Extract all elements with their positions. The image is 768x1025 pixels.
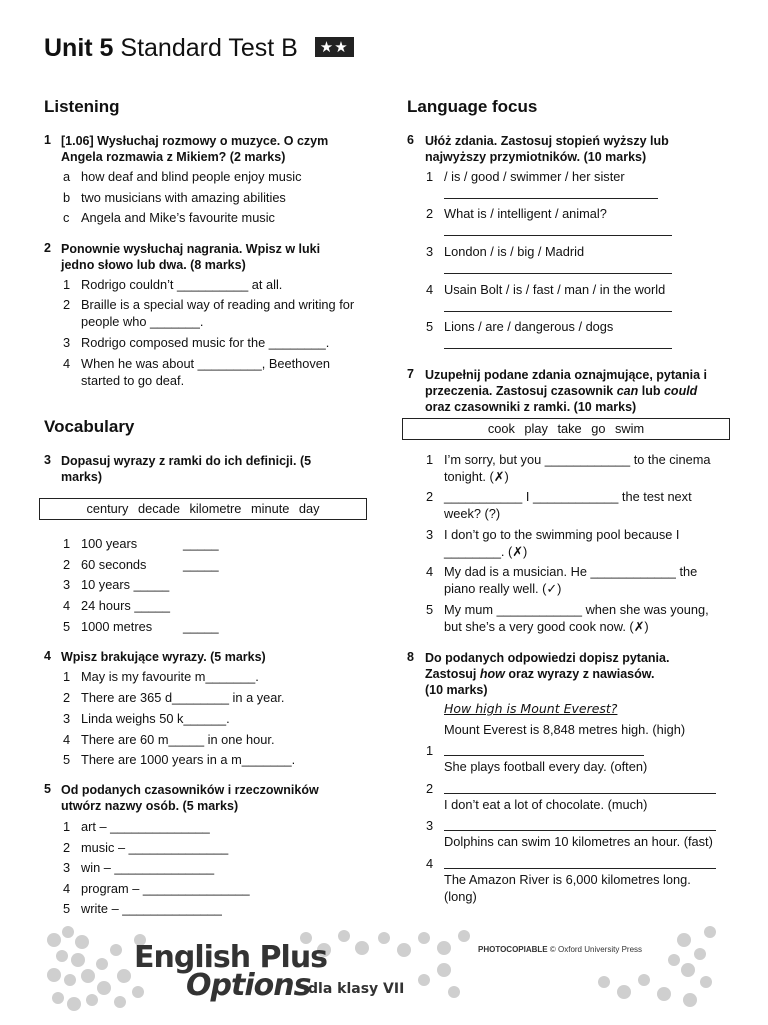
q7-instruction: Uzupełnij podane zdania oznajmujące, pytania i przeczenia. Zastosuj czasownik can lub could oraz czasowniki z ramki. (10 marks) xyxy=(425,368,707,414)
q5-instruction: Od podanych czasowników i rzeczowników utwórz nazwy osób. (5 marks) xyxy=(61,783,319,813)
q1-option: two musicians with amazing abilities xyxy=(81,190,286,205)
q3-item: 10 years _____ xyxy=(81,577,170,592)
unit-label: Unit 5 xyxy=(44,34,114,62)
answer-line xyxy=(444,311,672,312)
q3-item-number: 2 xyxy=(63,557,71,572)
q1-instruction: [1.06] Wysłuchaj rozmowy o muzyce. O czym Angela rozmawia z Mikiem? (2 marks) xyxy=(61,134,329,164)
q1-option-letter: b xyxy=(63,190,71,205)
q3-item: 24 hours _____ xyxy=(81,598,170,613)
q7-number: 7 xyxy=(407,367,414,381)
q5-item: write – ______________ xyxy=(81,901,222,916)
q4-item-number: 1 xyxy=(63,669,71,684)
language-focus-heading: Language focus xyxy=(407,97,538,116)
q6-item-number: 5 xyxy=(426,319,434,334)
q7-item-number: 1 xyxy=(426,452,434,467)
brand-name: English Plus xyxy=(134,940,328,975)
q8-number: 8 xyxy=(407,650,414,664)
q8-answer: The Amazon River is 6,000 kilometres long. (long) xyxy=(444,872,691,904)
q3-blank: _____ xyxy=(183,619,219,634)
q7-item: I’m sorry, but you ____________ to the cinema tonight. (✗) xyxy=(444,452,711,484)
q7-item: I don’t go to the swimming pool because I ________. (✗) xyxy=(444,527,680,559)
q4-item-number: 4 xyxy=(63,732,71,747)
q5-item: win – ______________ xyxy=(81,860,215,875)
q6-item: London / is / big / Madrid xyxy=(444,244,585,259)
q7-item: My dad is a musician. He ____________ the piano really well. (✓) xyxy=(444,564,698,596)
q7-word-box: cook play take go swim xyxy=(402,418,730,440)
q5-item-number: 4 xyxy=(63,881,71,896)
q5-item: music – ______________ xyxy=(81,840,229,855)
answer-line xyxy=(444,348,672,349)
q3-instruction: Dopasuj wyrazy z ramki do ich definicji. (5 marks) xyxy=(61,454,312,484)
answer-line xyxy=(444,235,672,236)
q3-item: 100 years xyxy=(81,536,138,551)
answer-line xyxy=(444,273,672,274)
q7-item-number: 3 xyxy=(426,527,434,542)
q3-item-number: 5 xyxy=(63,619,71,634)
q4-item-number: 3 xyxy=(63,711,71,726)
q1-option-letter: a xyxy=(63,169,71,184)
q1-number: 1 xyxy=(44,133,51,147)
q4-item: There are 1000 years in a m_______. xyxy=(81,752,296,767)
q5-item-number: 1 xyxy=(63,819,71,834)
test-title: Standard Test B xyxy=(120,34,298,62)
q5-item: art – ______________ xyxy=(81,819,210,834)
q1-option: Angela and Mike’s favourite music xyxy=(81,210,275,225)
q6-item-number: 1 xyxy=(426,169,434,184)
q4-instruction: Wpisz brakujące wyrazy. (5 marks) xyxy=(61,650,266,664)
q3-word-box: century decade kilometre minute day xyxy=(39,498,367,520)
q3-number: 3 xyxy=(44,453,51,467)
q2-item: Rodrigo composed music for the ________. xyxy=(81,335,330,350)
q5-number: 5 xyxy=(44,782,51,796)
q3-blank: _____ xyxy=(183,536,219,551)
answer-line xyxy=(444,793,716,794)
q6-item: Lions / are / dangerous / dogs xyxy=(444,319,614,334)
q6-item-number: 2 xyxy=(426,206,434,221)
edition-label: dla klasy VII xyxy=(308,981,405,997)
q6-item: / is / good / swimmer / her sister xyxy=(444,169,625,184)
q8-item-number: 2 xyxy=(426,781,434,796)
q6-item-number: 4 xyxy=(426,282,434,297)
answer-line xyxy=(444,755,644,756)
q3-blank: _____ xyxy=(183,557,219,572)
q2-item-number: 1 xyxy=(63,277,71,292)
q5-item-number: 3 xyxy=(63,860,71,875)
q8-instruction: Do podanych odpowiedzi dopisz pytania. Zastosuj how oraz wyrazy z nawiasów. (10 marks) xyxy=(425,651,670,697)
q5-item-number: 5 xyxy=(63,901,71,916)
q6-item: Usain Bolt / is / fast / man / in the world xyxy=(444,282,666,297)
q3-item: 1000 metres xyxy=(81,619,153,634)
brand-options: Options xyxy=(186,968,311,1003)
q4-item-number: 2 xyxy=(63,690,71,705)
q4-item: There are 60 m_____ in one hour. xyxy=(81,732,275,747)
q8-answer: I don’t eat a lot of chocolate. (much) xyxy=(444,797,648,812)
q8-example-answer: Mount Everest is 8,848 metres high. (high) xyxy=(444,722,686,737)
q8-answer: Dolphins can swim 10 kilometres an hour. (fast) xyxy=(444,834,713,849)
difficulty-stars: ★★ xyxy=(315,37,354,57)
q6-item: What is / intelligent / animal? xyxy=(444,206,607,221)
q4-item-number: 5 xyxy=(63,752,71,767)
q2-item: When he was about _________, Beethoven started to go deaf. xyxy=(81,356,331,388)
q2-instruction: Ponownie wysłuchaj nagrania. Wpisz w luki jedno słowo lub dwa. (8 marks) xyxy=(61,242,321,272)
q8-example-question: How high is Mount Everest? xyxy=(444,701,618,716)
q8-item-number: 1 xyxy=(426,743,434,758)
q5-item-number: 2 xyxy=(63,840,71,855)
vocabulary-heading: Vocabulary xyxy=(44,417,135,436)
q7-item-number: 4 xyxy=(426,564,434,579)
q7-item: My mum ____________ when she was young, but she’s a very good cook now. (✗) xyxy=(444,602,709,634)
q8-item-number: 4 xyxy=(426,856,434,871)
q4-item: Linda weighs 50 k______. xyxy=(81,711,230,726)
q3-item-number: 1 xyxy=(63,536,71,551)
q3-item: 60 seconds xyxy=(81,557,147,572)
q4-item: May is my favourite m_______. xyxy=(81,669,259,684)
q7-item-number: 5 xyxy=(426,602,434,617)
q3-item-number: 4 xyxy=(63,598,71,613)
page-title xyxy=(44,34,354,63)
q7-item: ___________ I ____________ the test next week? (?) xyxy=(444,489,692,521)
copyright-note: PHOTOCOPIABLE © Oxford University Press xyxy=(478,945,643,954)
q2-item-number: 2 xyxy=(63,297,71,312)
q2-number: 2 xyxy=(44,241,51,255)
q7-item-number: 2 xyxy=(426,489,434,504)
q4-item: There are 365 d________ in a year. xyxy=(81,690,285,705)
q1-option: how deaf and blind people enjoy music xyxy=(81,169,302,184)
q2-item-number: 4 xyxy=(63,356,71,371)
q8-item-number: 3 xyxy=(426,818,434,833)
q2-item: Braille is a special way of reading and writing for people who _______. xyxy=(81,297,355,329)
q1-option-letter: c xyxy=(63,210,70,225)
q3-item-number: 3 xyxy=(63,577,71,592)
footer-banner xyxy=(44,920,724,1020)
q4-number: 4 xyxy=(44,649,51,663)
q6-instruction: Ułóż zdania. Zastosuj stopień wyższy lub najwyższy przymiotników. (10 marks) xyxy=(425,134,669,164)
answer-line xyxy=(444,830,716,831)
q5-item: program – _______________ xyxy=(81,881,250,896)
q6-number: 6 xyxy=(407,133,414,147)
q8-answer: She plays football every day. (often) xyxy=(444,759,648,774)
answer-line xyxy=(444,868,716,869)
answer-line xyxy=(444,198,658,199)
listening-heading: Listening xyxy=(44,97,120,116)
q2-item: Rodrigo couldn’t __________ at all. xyxy=(81,277,283,292)
q2-item-number: 3 xyxy=(63,335,71,350)
q6-item-number: 3 xyxy=(426,244,434,259)
